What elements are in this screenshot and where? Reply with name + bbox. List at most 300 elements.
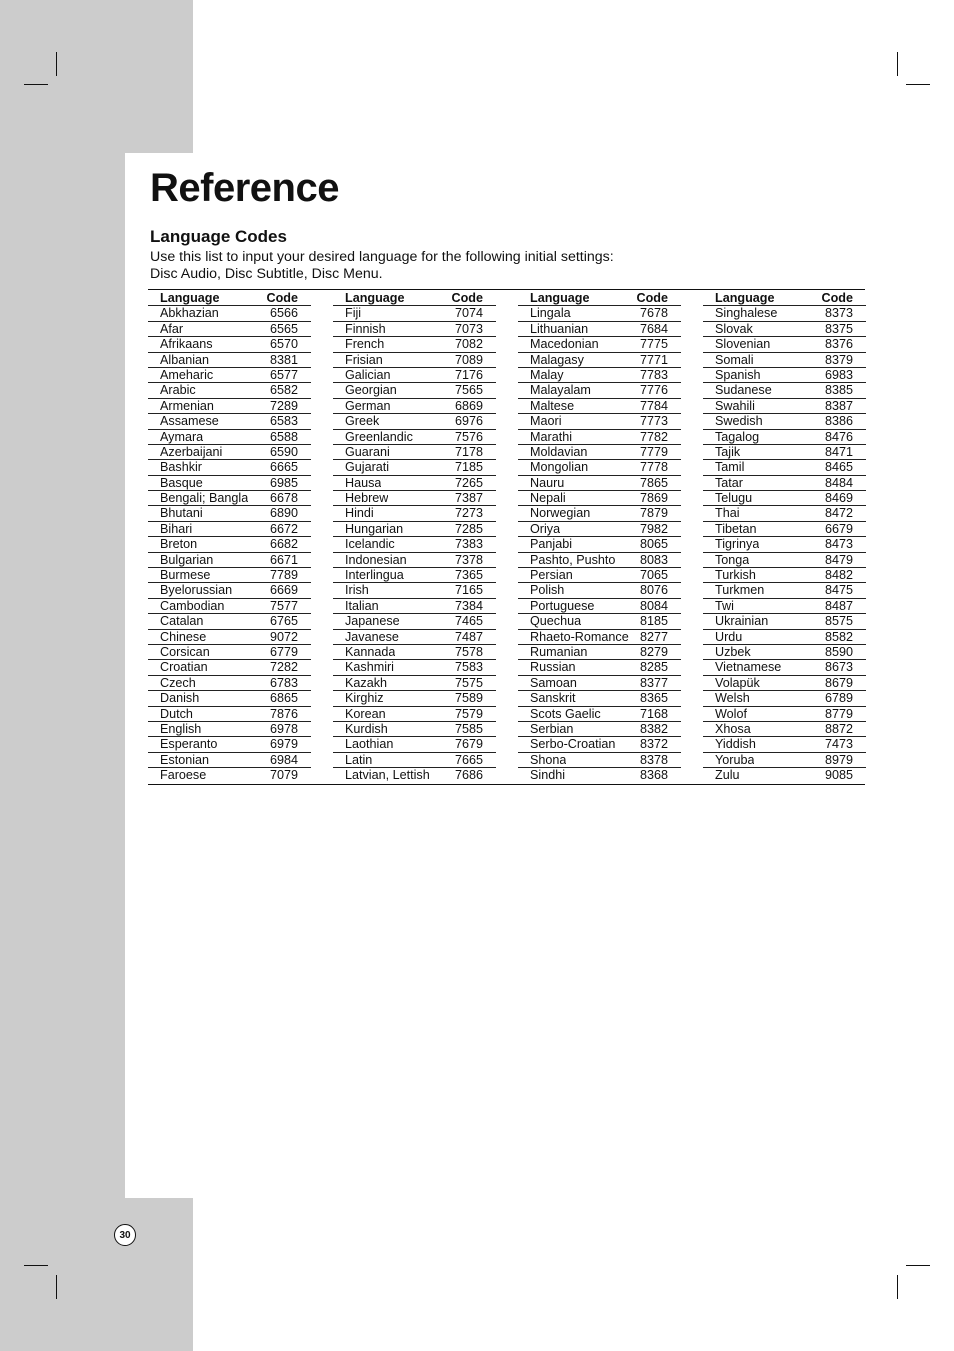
- table-row: [518, 599, 681, 614]
- language-name: Ukrainian: [715, 614, 769, 629]
- table-row: [333, 414, 496, 429]
- table-row: [148, 722, 311, 737]
- language-name: Croatian: [160, 660, 208, 675]
- language-name: Lingala: [530, 306, 571, 321]
- table-row: [148, 645, 311, 660]
- table-row: [518, 722, 681, 737]
- language-code: 6765: [269, 614, 298, 629]
- language-name: Fiji: [345, 306, 362, 321]
- language-name: Macedonian: [530, 337, 599, 352]
- margin-band-bottom: [0, 1198, 193, 1351]
- language-name: Basque: [160, 475, 203, 490]
- table-row: [703, 583, 866, 598]
- language-name: French: [345, 337, 385, 352]
- language-name: Rhaeto-Romance: [530, 629, 629, 644]
- language-code: 6583: [269, 414, 298, 429]
- intro-line-1: Use this list to input your desired language for the following initial settings:: [150, 249, 614, 265]
- language-name: Wolof: [715, 706, 747, 721]
- header-code: Code: [451, 291, 483, 305]
- language-name: Hausa: [345, 475, 382, 490]
- language-code: 6865: [269, 691, 298, 706]
- language-code: 8575: [824, 614, 853, 629]
- table-row: [333, 630, 496, 645]
- language-name: Nauru: [530, 475, 565, 490]
- language-code: 8471: [824, 444, 853, 459]
- language-code: 7383: [454, 537, 483, 552]
- language-code: 7165: [454, 583, 483, 598]
- table-row: [518, 368, 681, 383]
- language-name: Estonian: [160, 752, 210, 767]
- language-code: 8385: [824, 383, 853, 398]
- table-row: [333, 568, 496, 583]
- language-code: 7583: [454, 660, 483, 675]
- table-row: [148, 553, 311, 568]
- crop-mark: [906, 1265, 930, 1266]
- language-code: 8375: [824, 321, 853, 336]
- language-name: Kurdish: [345, 721, 388, 736]
- language-code: 8368: [639, 768, 668, 783]
- language-code: 7384: [454, 598, 483, 613]
- language-code: 6577: [269, 367, 298, 382]
- table-row: [148, 430, 311, 445]
- table-row: [518, 583, 681, 598]
- language-name: Frisian: [345, 352, 383, 367]
- language-name: Tagalog: [715, 429, 760, 444]
- language-code: 9072: [269, 629, 298, 644]
- language-code: 6590: [269, 444, 298, 459]
- language-name: Abkhazian: [160, 306, 219, 321]
- language-code: 6672: [269, 521, 298, 536]
- table-row: [518, 414, 681, 429]
- language-code: 6678: [269, 491, 298, 506]
- language-code: 7782: [639, 429, 668, 444]
- table-row: [703, 753, 866, 768]
- language-name: Malayalam: [530, 383, 591, 398]
- language-code: 7365: [454, 568, 483, 583]
- language-code: 7565: [454, 383, 483, 398]
- header-code: Code: [821, 291, 853, 305]
- language-name: Cambodian: [160, 598, 225, 613]
- table-row: [518, 506, 681, 521]
- table-row: [703, 430, 866, 445]
- table-row: [518, 445, 681, 460]
- table-row: [518, 660, 681, 675]
- language-code: 6890: [269, 506, 298, 521]
- language-code: 7074: [454, 306, 483, 321]
- table-row: [148, 368, 311, 383]
- language-name: Yiddish: [715, 737, 756, 752]
- language-name: Uzbek: [715, 644, 751, 659]
- table-row: [333, 476, 496, 491]
- table-row: [703, 306, 866, 321]
- language-code: 8872: [824, 721, 853, 736]
- language-name: Javanese: [345, 629, 399, 644]
- table-row: [148, 737, 311, 752]
- language-code: 7775: [639, 337, 668, 352]
- language-code: 6984: [269, 752, 298, 767]
- language-code: 7585: [454, 721, 483, 736]
- language-name: Slovak: [715, 321, 753, 336]
- language-name: Rumanian: [530, 644, 588, 659]
- language-name: Hungarian: [345, 521, 404, 536]
- table-row: [518, 522, 681, 537]
- table-row: [333, 368, 496, 383]
- language-code: 8076: [639, 583, 668, 598]
- language-name: Zulu: [715, 768, 740, 783]
- table-top-rule: [148, 289, 865, 290]
- language-name: Irish: [345, 583, 369, 598]
- language-name: Xhosa: [715, 721, 751, 736]
- table-row: [148, 506, 311, 521]
- language-code: 8065: [639, 537, 668, 552]
- language-name: Afar: [160, 321, 184, 336]
- language-code: 7082: [454, 337, 483, 352]
- language-name: Kirghiz: [345, 691, 384, 706]
- table-row: [703, 722, 866, 737]
- language-code: 7473: [824, 737, 853, 752]
- language-name: Somali: [715, 352, 754, 367]
- language-name: Nepali: [530, 491, 566, 506]
- language-name: Pashto, Pushto: [530, 552, 616, 567]
- table-header-row: [518, 291, 681, 306]
- table-header-row: [148, 291, 311, 306]
- table-row: [333, 353, 496, 368]
- table-row: [333, 660, 496, 675]
- language-name: Polish: [530, 583, 565, 598]
- table-row: [148, 522, 311, 537]
- language-name: Guarani: [345, 444, 390, 459]
- table-row: [333, 306, 496, 321]
- table-row: [148, 630, 311, 645]
- table-row: [518, 383, 681, 398]
- table-row: [518, 676, 681, 691]
- language-code: 7089: [454, 352, 483, 367]
- language-code: 7273: [454, 506, 483, 521]
- language-name: Malay: [530, 367, 564, 382]
- language-name: Georgian: [345, 383, 397, 398]
- table-row: [148, 414, 311, 429]
- crop-mark: [24, 84, 48, 85]
- language-name: Greek: [345, 414, 380, 429]
- language-name: Korean: [345, 706, 386, 721]
- table-row: [703, 614, 866, 629]
- language-code: 8365: [639, 691, 668, 706]
- language-name: Portuguese: [530, 598, 595, 613]
- table-row: [148, 337, 311, 352]
- language-name: Albanian: [160, 352, 210, 367]
- table-row: [148, 537, 311, 552]
- language-name: Arabic: [160, 383, 196, 398]
- language-code: 6979: [269, 737, 298, 752]
- table-row: [148, 568, 311, 583]
- table-row: [333, 737, 496, 752]
- language-name: Laothian: [345, 737, 394, 752]
- language-code: 7578: [454, 644, 483, 659]
- language-name: Esperanto: [160, 737, 218, 752]
- language-code: 6566: [269, 306, 298, 321]
- language-code: 8673: [824, 660, 853, 675]
- language-name: Singhalese: [715, 306, 778, 321]
- language-name: Sanskrit: [530, 691, 576, 706]
- language-name: Moldavian: [530, 444, 588, 459]
- language-code: 6582: [269, 383, 298, 398]
- language-code: 8469: [824, 491, 853, 506]
- table-row: [333, 537, 496, 552]
- language-code: 8083: [639, 552, 668, 567]
- language-name: Italian: [345, 598, 379, 613]
- table-row: [518, 537, 681, 552]
- language-code: 8476: [824, 429, 853, 444]
- language-name: Bengali; Bangla: [160, 491, 249, 506]
- language-name: English: [160, 721, 202, 736]
- table-row: [333, 583, 496, 598]
- language-code: 8484: [824, 475, 853, 490]
- language-name: Dutch: [160, 706, 193, 721]
- language-code: 7784: [639, 398, 668, 413]
- language-name: Yoruba: [715, 752, 755, 767]
- language-name: Finnish: [345, 321, 386, 336]
- language-code: 7387: [454, 491, 483, 506]
- language-code: 7686: [454, 768, 483, 783]
- language-name: Scots Gaelic: [530, 706, 601, 721]
- language-name: Tigrinya: [715, 537, 760, 552]
- table-row: [518, 645, 681, 660]
- language-code: 7285: [454, 521, 483, 536]
- table-row: [518, 306, 681, 321]
- table-row: [333, 399, 496, 414]
- language-code: 6679: [824, 521, 853, 536]
- table-header-row: [703, 291, 866, 306]
- table-row: [518, 753, 681, 768]
- header-language: Language: [530, 291, 590, 305]
- language-column-4: [703, 291, 866, 784]
- language-code: 6985: [269, 475, 298, 490]
- language-name: Czech: [160, 675, 196, 690]
- language-code: 7869: [639, 491, 668, 506]
- language-name: Faroese: [160, 768, 207, 783]
- language-code: 7665: [454, 752, 483, 767]
- table-row: [333, 383, 496, 398]
- language-name: Swedish: [715, 414, 763, 429]
- language-code: 8279: [639, 644, 668, 659]
- language-code: 6665: [269, 460, 298, 475]
- language-code: 8590: [824, 644, 853, 659]
- language-name: Bashkir: [160, 460, 202, 475]
- table-bottom-rule: [148, 784, 865, 785]
- language-code: 7576: [454, 429, 483, 444]
- table-row: [518, 337, 681, 352]
- table-row: [518, 630, 681, 645]
- language-name: Tamil: [715, 460, 745, 475]
- language-code: 6671: [269, 552, 298, 567]
- table-row: [703, 707, 866, 722]
- language-name: Maori: [530, 414, 562, 429]
- table-row: [333, 506, 496, 521]
- language-code: 7776: [639, 383, 668, 398]
- language-name: Hindi: [345, 506, 374, 521]
- language-code: 8381: [269, 352, 298, 367]
- language-name: Catalan: [160, 614, 204, 629]
- language-name: Latvian, Lettish: [345, 768, 430, 783]
- language-code: 7876: [269, 706, 298, 721]
- table-row: [518, 476, 681, 491]
- language-code: 8979: [824, 752, 853, 767]
- language-code: 7575: [454, 675, 483, 690]
- language-code: 7487: [454, 629, 483, 644]
- language-name: Mongolian: [530, 460, 589, 475]
- table-row: [703, 337, 866, 352]
- language-code: 7789: [269, 568, 298, 583]
- language-code: 7065: [639, 568, 668, 583]
- language-name: Chinese: [160, 629, 207, 644]
- language-name: Volapük: [715, 675, 760, 690]
- language-name: Turkmen: [715, 583, 765, 598]
- table-row: [703, 368, 866, 383]
- table-row: [333, 691, 496, 706]
- table-row: [703, 322, 866, 337]
- table-row: [148, 445, 311, 460]
- header-language: Language: [160, 291, 220, 305]
- table-row: [703, 553, 866, 568]
- table-row: [148, 614, 311, 629]
- language-code: 6779: [269, 644, 298, 659]
- language-name: Vietnamese: [715, 660, 782, 675]
- language-name: Icelandic: [345, 537, 395, 552]
- language-code: 7579: [454, 706, 483, 721]
- language-code: 7282: [269, 660, 298, 675]
- language-code: 7773: [639, 414, 668, 429]
- language-code: 7265: [454, 475, 483, 490]
- table-row: [333, 460, 496, 475]
- table-row: [148, 491, 311, 506]
- language-name: Hebrew: [345, 491, 389, 506]
- language-code: 6976: [454, 414, 483, 429]
- language-code: 7073: [454, 321, 483, 336]
- language-name: Sudanese: [715, 383, 772, 398]
- table-row: [333, 722, 496, 737]
- language-column-2: [333, 291, 496, 784]
- language-code: 7378: [454, 552, 483, 567]
- language-name: Kannada: [345, 644, 396, 659]
- language-code: 6682: [269, 537, 298, 552]
- language-code: 7783: [639, 367, 668, 382]
- language-code: 7879: [639, 506, 668, 521]
- crop-mark: [24, 1265, 48, 1266]
- language-name: Telugu: [715, 491, 753, 506]
- language-name: Kazakh: [345, 675, 388, 690]
- language-code: 7465: [454, 614, 483, 629]
- crop-mark: [56, 52, 57, 76]
- language-code: 8479: [824, 552, 853, 567]
- language-code: 8377: [639, 675, 668, 690]
- language-name: Bihari: [160, 521, 193, 536]
- language-code: 8372: [639, 737, 668, 752]
- language-name: Indonesian: [345, 552, 407, 567]
- language-name: Byelorussian: [160, 583, 233, 598]
- language-code: 7168: [639, 706, 668, 721]
- table-row: [703, 676, 866, 691]
- language-name: Twi: [715, 598, 734, 613]
- page-title: Reference: [150, 166, 339, 210]
- language-name: Malagasy: [530, 352, 584, 367]
- language-name: Tatar: [715, 475, 743, 490]
- language-name: Spanish: [715, 367, 761, 382]
- table-row: [333, 491, 496, 506]
- language-code: 8185: [639, 614, 668, 629]
- language-code: 8378: [639, 752, 668, 767]
- table-header-row: [333, 291, 496, 306]
- language-code: 8285: [639, 660, 668, 675]
- language-code: 6978: [269, 721, 298, 736]
- language-name: Latin: [345, 752, 373, 767]
- table-row: [148, 383, 311, 398]
- table-row: [333, 599, 496, 614]
- table-row: [518, 768, 681, 783]
- table-row: [148, 691, 311, 706]
- table-row: [333, 645, 496, 660]
- language-code: 7779: [639, 444, 668, 459]
- table-row: [703, 737, 866, 752]
- language-name: Azerbaijani: [160, 444, 223, 459]
- table-row: [703, 568, 866, 583]
- language-name: Bhutani: [160, 506, 203, 521]
- table-row: [518, 353, 681, 368]
- language-name: Swahili: [715, 398, 755, 413]
- language-code: 7589: [454, 691, 483, 706]
- section-heading: Language Codes: [150, 227, 287, 246]
- table-row: [703, 383, 866, 398]
- header-language: Language: [345, 291, 405, 305]
- table-row: [703, 353, 866, 368]
- intro-line-2: Disc Audio, Disc Subtitle, Disc Menu.: [150, 266, 383, 282]
- language-name: Maltese: [530, 398, 575, 413]
- language-name: Bulgarian: [160, 552, 214, 567]
- language-name: Quechua: [530, 614, 582, 629]
- language-code: 8084: [639, 598, 668, 613]
- language-name: Persian: [530, 568, 573, 583]
- table-row: [148, 476, 311, 491]
- table-row: [703, 522, 866, 537]
- language-code: 8472: [824, 506, 853, 521]
- language-code: 6983: [824, 367, 853, 382]
- language-code: 8679: [824, 675, 853, 690]
- language-name: Urdu: [715, 629, 743, 644]
- page-number: 30: [114, 1224, 136, 1246]
- language-name: Serbo-Croatian: [530, 737, 616, 752]
- language-name: Kashmiri: [345, 660, 394, 675]
- language-column-3: [518, 291, 681, 784]
- table-row: [333, 753, 496, 768]
- language-code: 8376: [824, 337, 853, 352]
- language-name: Serbian: [530, 721, 574, 736]
- language-code: 6789: [824, 691, 853, 706]
- language-code: 7185: [454, 460, 483, 475]
- header-code: Code: [636, 291, 668, 305]
- table-row: [148, 753, 311, 768]
- table-row: [518, 568, 681, 583]
- language-code: 8482: [824, 568, 853, 583]
- language-name: Tibetan: [715, 521, 757, 536]
- language-code: 6783: [269, 675, 298, 690]
- language-name: Russian: [530, 660, 576, 675]
- table-row: [148, 399, 311, 414]
- table-row: [703, 491, 866, 506]
- table-row: [518, 707, 681, 722]
- language-name: Japanese: [345, 614, 400, 629]
- table-row: [518, 691, 681, 706]
- table-row: [703, 691, 866, 706]
- language-name: Gujarati: [345, 460, 390, 475]
